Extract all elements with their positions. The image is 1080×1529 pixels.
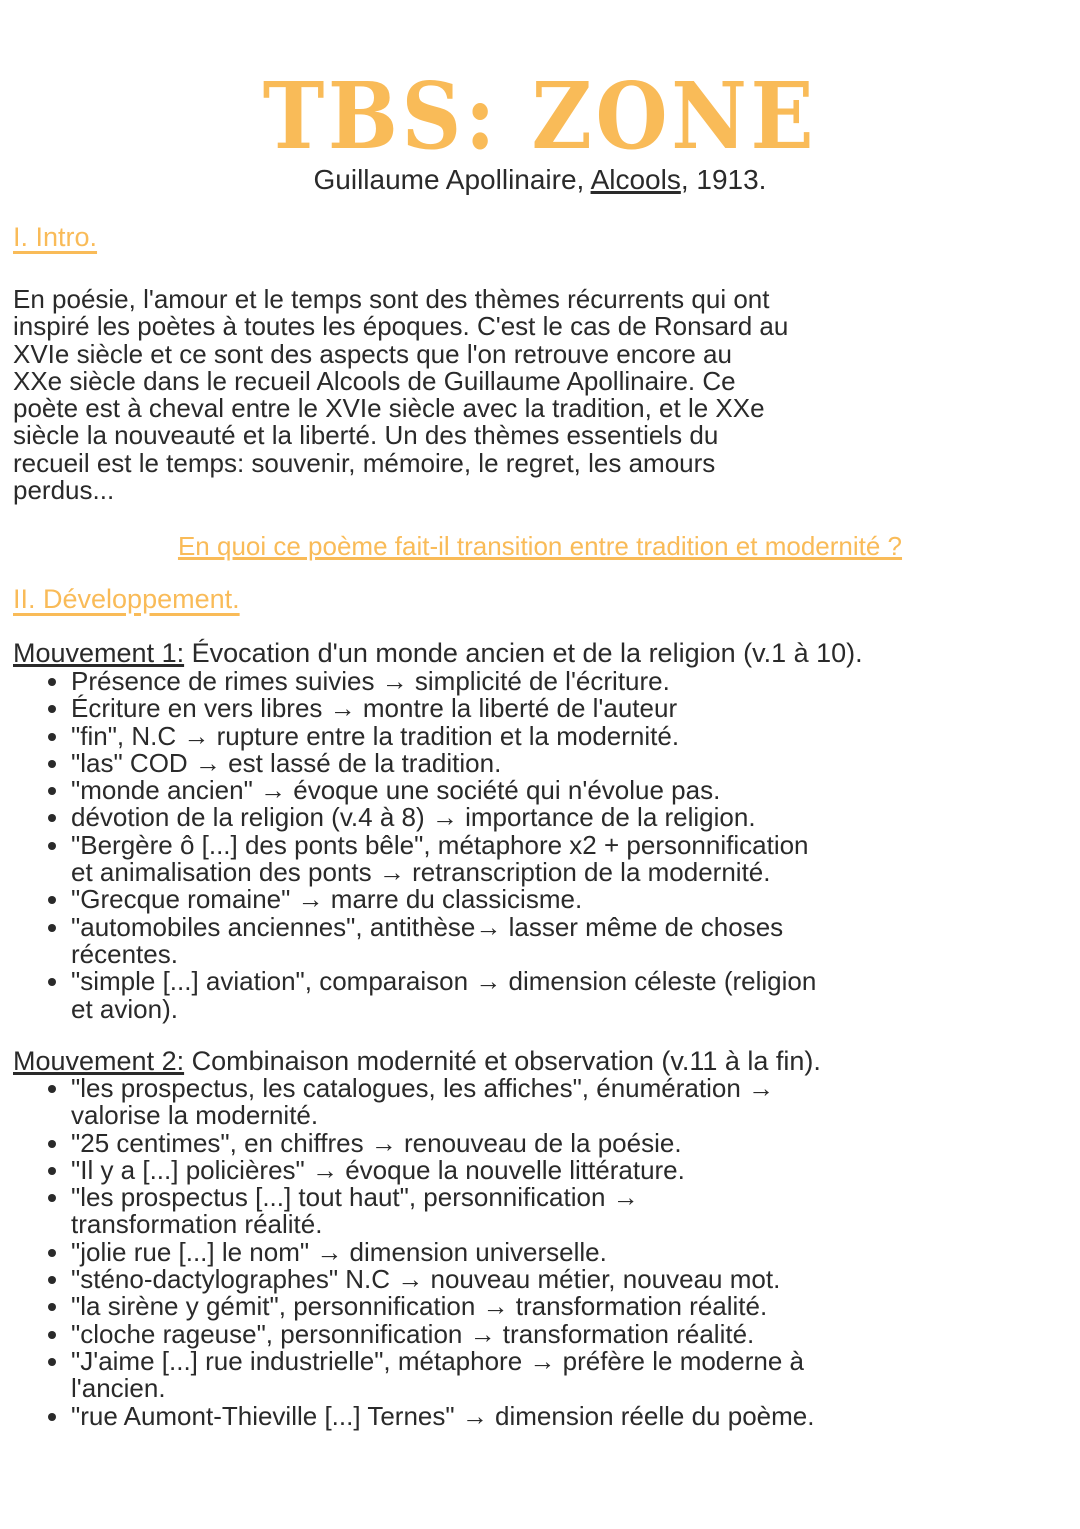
list-item: [71, 911, 816, 969]
development-heading: II. Développement.: [13, 584, 240, 614]
list-item-line: • "les prospectus, les catalogues, les affiches", énumération →: [71, 1073, 775, 1103]
list-item: [71, 668, 816, 695]
list-item-line: • "sténo-dactylographes" N.C → nouveau métier, nouveau mot.: [71, 1264, 781, 1295]
intro-line: inspiré les poètes à toutes les époques. C'est le cas de Ronsard au: [13, 311, 789, 342]
list-item-line: • "Bergère ô [...] des ponts bêle", métaphore x2 + personnification: [71, 829, 809, 860]
list-item-line: • "jolie rue [...] le nom" → dimension universelle.: [71, 1236, 607, 1267]
movement-1-heading: [13, 638, 863, 669]
list-item: [71, 1293, 814, 1320]
subtitle: [0, 164, 1080, 196]
list-item-line: • Présence de rimes suivies → simplicité de l'écriture.: [71, 666, 670, 696]
intro-line: XXe siècle dans le recueil Alcools de Guillaume Apollinaire. Ce: [13, 365, 736, 396]
list-item-line: valorise la modernité.: [71, 1100, 319, 1131]
intro-paragraph: [13, 286, 788, 504]
intro-line: En poésie, l'amour et le temps sont des thèmes récurrents qui ont: [13, 284, 770, 314]
author: Guillaume Apollinaire,: [313, 164, 591, 195]
list-item: [71, 886, 816, 913]
list-item-line: • Écriture en vers libres → montre la liberté de l'auteur: [71, 693, 678, 724]
movement-1-list: [40, 668, 816, 1023]
list-item-line: récentes.: [71, 938, 178, 969]
year: , 1913.: [680, 164, 767, 195]
list-item-line: • "automobiles anciennes", antithèse→ lasser même de choses: [71, 911, 784, 942]
list-item-line: • "simple [...] aviation", comparaison → dimension céleste (religion: [71, 966, 817, 997]
list-item-line: • dévotion de la religion (v.4 à 8) → importance de la religion.: [71, 802, 756, 833]
work-title: Alcools: [590, 164, 681, 195]
movement-title: Évocation d'un monde ancien et de la religion (v.1 à 10).: [184, 638, 863, 668]
intro-line: XVIe siècle et ce sont des aspects que l'on retrouve encore au: [13, 338, 732, 369]
list-item-line: • "monde ancien" → évoque une société qui n'évolue pas.: [71, 775, 721, 806]
page-title: TBS: ZONE: [262, 62, 818, 170]
intro-line: siècle la nouveauté et la liberté. Un des thèmes essentiels du: [13, 420, 719, 451]
list-item: [71, 829, 816, 888]
list-item: [71, 1154, 814, 1185]
list-item: [71, 1318, 814, 1349]
list-item: [71, 968, 816, 1023]
list-item-line: • "25 centimes", en chiffres → renouveau de la poésie.: [71, 1127, 682, 1158]
movement-2-list: [40, 1075, 814, 1430]
list-item: [71, 1345, 814, 1404]
list-item: [71, 747, 816, 778]
list-item-line: et animalisation des ponts → retranscription de la modernité.: [71, 857, 771, 888]
list-item-line: l'ancien.: [71, 1373, 166, 1404]
intro-line: poète est à cheval entre le XVIe siècle avec la tradition, et le XXe: [13, 393, 765, 424]
list-item-line: • "Il y a [...] policières" → évoque la nouvelle littérature.: [71, 1154, 685, 1185]
movement-title: Combinaison modernité et observation (v.11 à la fin).: [184, 1046, 821, 1076]
list-item: [71, 1184, 814, 1239]
list-item-line: • "fin", N.C → rupture entre la tradition et la modernité.: [71, 720, 680, 751]
list-item: [71, 1236, 814, 1267]
list-item: [71, 804, 816, 831]
list-item-line: • "les prospectus [...] tout haut", personnification →: [71, 1182, 639, 1213]
list-item-line: • "las" COD → est lassé de la tradition.: [71, 747, 502, 778]
list-item: [71, 1127, 814, 1158]
intro-line: recueil est le temps: souvenir, mémoire, le regret, les amours: [13, 447, 716, 478]
intro-heading: I. Intro.: [13, 222, 98, 252]
list-item-line: • "la sirène y gémit", personnification → transformation réalité.: [71, 1291, 768, 1322]
list-item-line: • "cloche rageuse", personnification → transformation réalité.: [71, 1318, 755, 1349]
list-item: [71, 1400, 815, 1431]
movement-label: Mouvement 2:: [13, 1046, 185, 1076]
list-item: [71, 695, 816, 722]
list-item-line: • "J'aime [...] rue industrielle", métaphore → préfère le moderne à: [71, 1345, 804, 1376]
list-item-line: • "rue Aumont-Thieville [...] Ternes" → dimension réelle du poème.: [71, 1400, 815, 1431]
problematic-question: En quoi ce poème fait-il transition entre tradition et modernité ?: [177, 531, 903, 561]
list-item-line: • "Grecque romaine" → marre du classicisme.: [71, 884, 583, 915]
list-item: [71, 1075, 814, 1130]
list-item: [71, 777, 816, 804]
list-item: [71, 1266, 814, 1293]
movement-label: Mouvement 1:: [13, 638, 185, 668]
list-item-line: et avion).: [71, 993, 178, 1024]
list-item-line: transformation réalité.: [71, 1209, 323, 1240]
list-item: [71, 720, 816, 751]
intro-line: perdus...: [13, 475, 115, 506]
